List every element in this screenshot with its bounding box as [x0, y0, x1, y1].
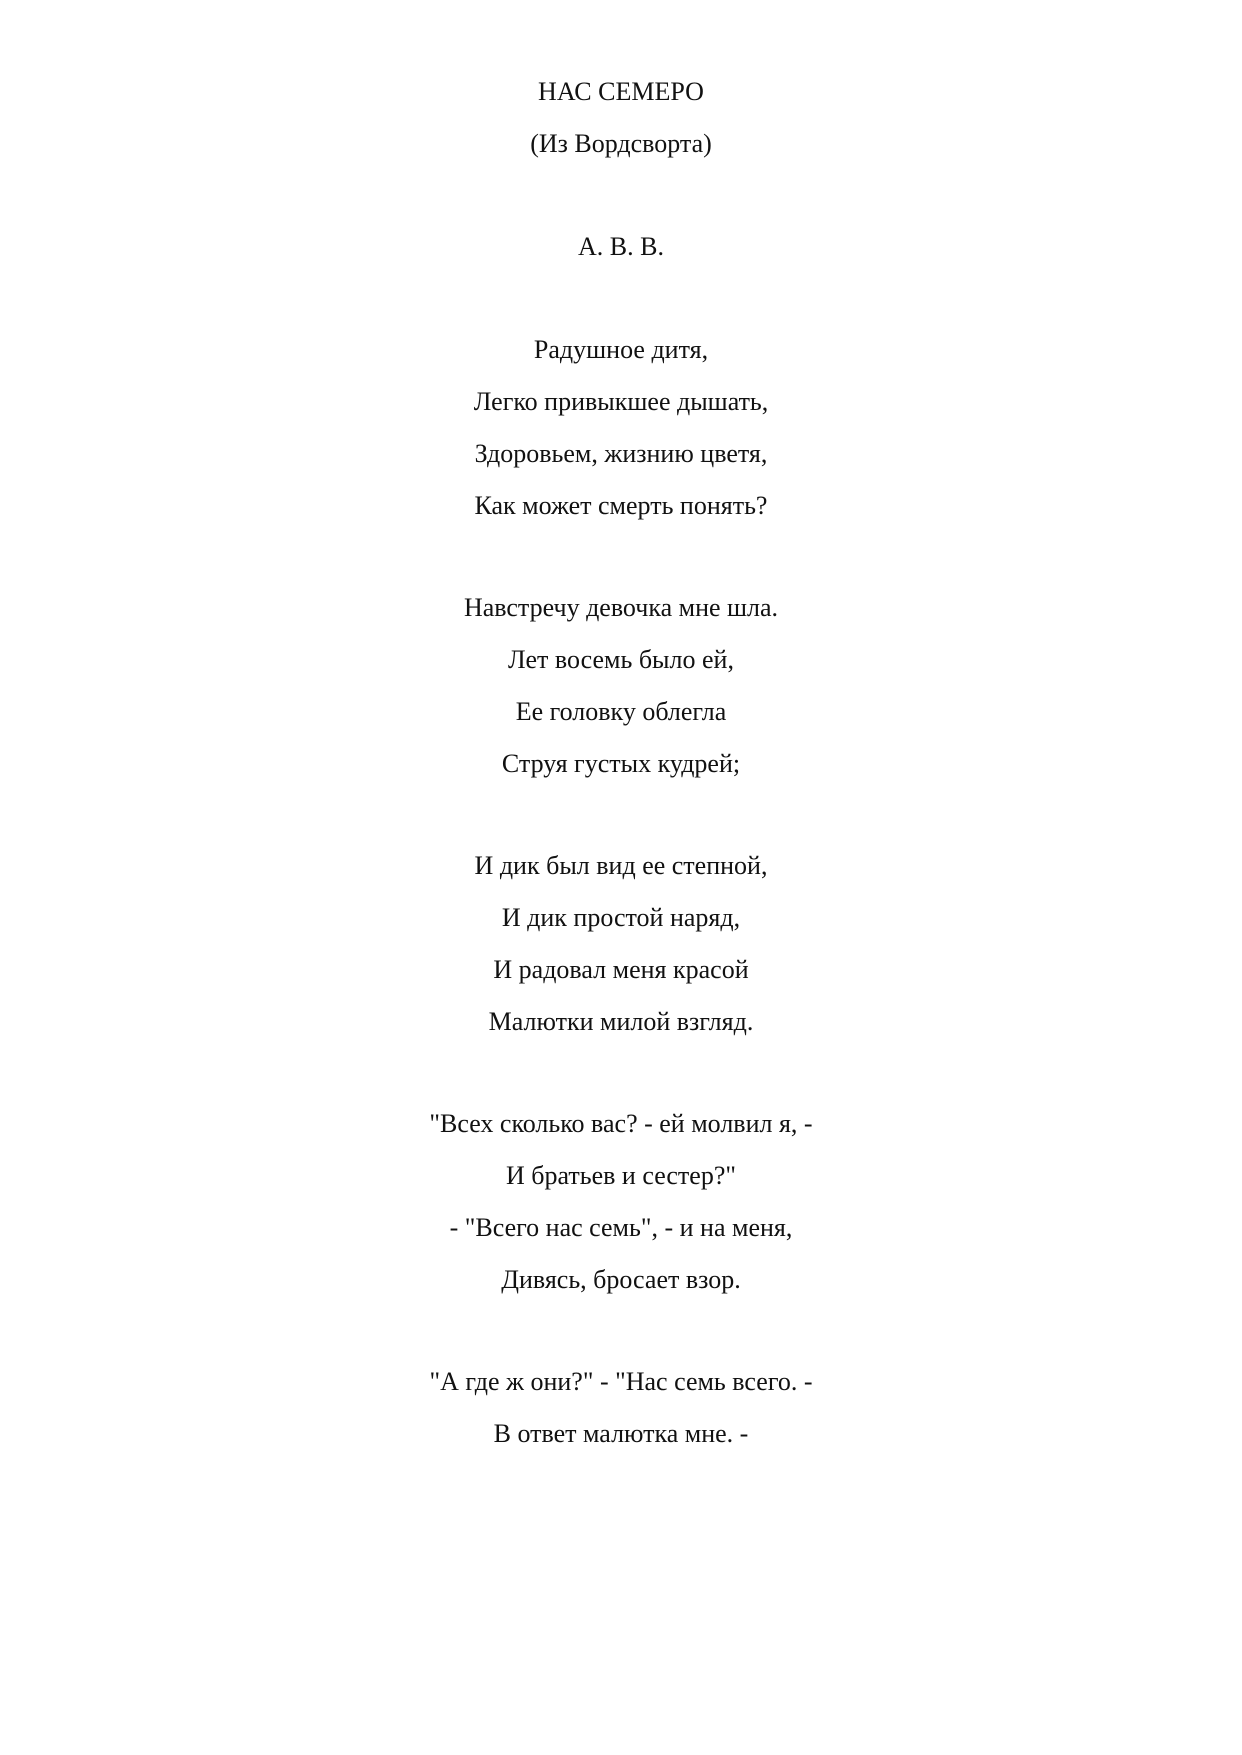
poem-line: Здоровьем, жизнию цветя,	[474, 439, 768, 468]
poem-line: Радушное дитя,	[533, 335, 709, 364]
poem-line: "А где ж они?" - "Нас семь всего. -	[429, 1367, 813, 1396]
poem-line: "Всех сколько вас? - ей молвил я, -	[429, 1109, 813, 1138]
poem-line: Как может смерть понять?	[474, 491, 768, 520]
poem-line: - "Всего нас семь", - и на меня,	[449, 1213, 793, 1242]
poem-line: Легко привыкшее дышать,	[473, 387, 769, 416]
poem-line: Струя густых кудрей;	[501, 749, 741, 778]
poem-line: Навстречу девочка мне шла.	[463, 593, 779, 622]
poem-line: Дивясь, бросает взор.	[501, 1265, 741, 1294]
poem-line: В ответ малютка мне. -	[493, 1419, 749, 1448]
poem-line: Лет восемь было ей,	[508, 645, 734, 674]
poem-title: НАС СЕМЕРО	[538, 77, 704, 106]
poem-line: И радовал меня красой	[493, 955, 749, 984]
poem-line: Ее головку облегла	[515, 697, 727, 726]
poem-line: Малютки милой взгляд.	[488, 1007, 754, 1036]
poem-line: И братьев и сестер?"	[506, 1161, 736, 1190]
poem-line: И дик простой наряд,	[501, 903, 741, 932]
poem-subtitle: (Из Вордсворта)	[530, 129, 712, 158]
poem-author: А. В. В.	[578, 232, 664, 261]
poem-line: И дик был вид ее степной,	[474, 851, 768, 880]
